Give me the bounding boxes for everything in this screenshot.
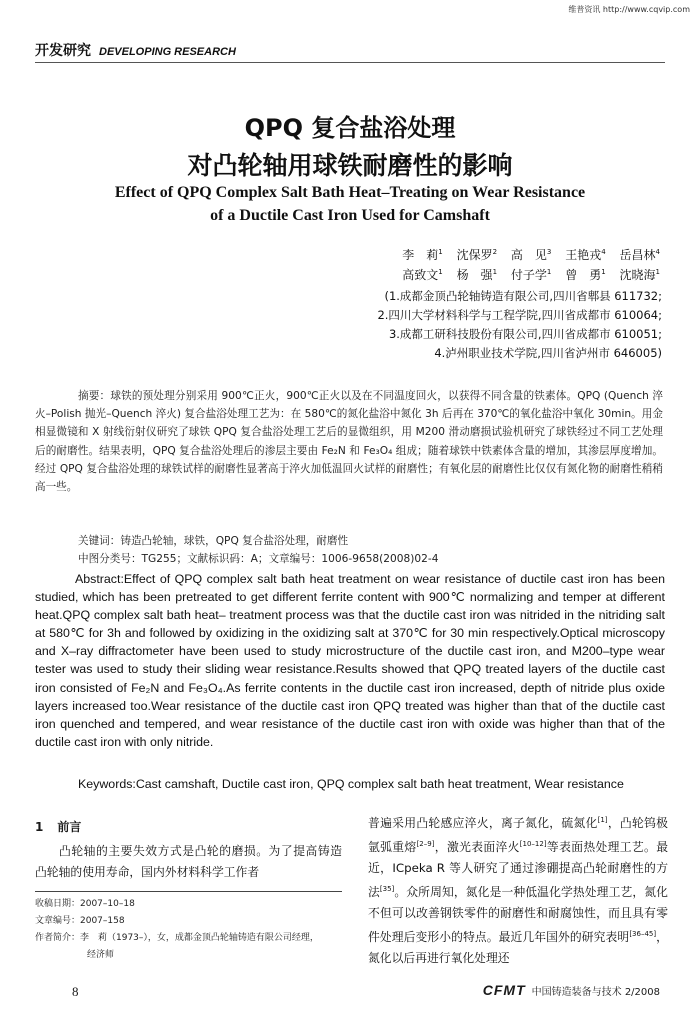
- footnotes: [35, 896, 342, 964]
- title-cn-line1: QPQ 复合盐浴处理: [244, 114, 456, 142]
- author-bio-cont: 经济师: [87, 950, 115, 960]
- keywords-cn: 关键词：铸造凸轮轴，球铁，QPQ 复合盐浴处理，耐磨性: [78, 535, 349, 547]
- author: 曾 勇$^1$: [565, 268, 606, 282]
- author: 沈保罗$^2$: [456, 248, 498, 262]
- journal-name: 中国铸造装备与技术 2/2008: [531, 986, 660, 998]
- affiliation: 2.四川大学材料科学与工程学院,四川省成都市 610064;: [377, 308, 662, 322]
- watermark: 维普资讯 http://www.cqvip.com: [568, 5, 690, 14]
- title-cn-line2: 对凸轮轴用球铁耐磨性的影响: [187, 151, 513, 180]
- author: 高致文$^1$: [402, 268, 443, 282]
- citation: [35]: [379, 884, 395, 893]
- citation: [2–9]: [416, 839, 435, 848]
- body-left-column: 凸轮轴的主要失效方式是凸轮的磨损。为了提高铸造凸轮轴的使用寿命，国内外材料科学工作者: [35, 844, 342, 879]
- citation: [1]: [597, 816, 608, 824]
- abstract-cn-text: 球铁的预处理分别采用 900℃正火，900℃正火以及在不同温度回火，以获得不同含量的铁素体。QPQ (Quench 淬火–Polish 抛光–Quench 淬火) 复合盐浴处理工艺为：在 580℃的氮化盐浴中氮化 3h 后再在 370℃的氧化盐浴中氧化 30min。用金相显微镜和 X 射线衍射仪研究了球铁 QPQ 复合盐浴处理工艺后的显微组织，用 M200 滑动磨损试验机研究了球铁经过不同工艺处理后的耐磨性。结果表明，QPQ 复合盐浴处理后的渗层主要由 Fe₂N 和 Fe₃O₄ 组成；随着球铁中铁素体含量的增加，其渗层厚度增加。经过 QPQ 复合盐浴处理的球铁试样的耐磨性显著高于淬火加低温回火试样的耐磨性；有氧化层的耐磨性比仅仅有氮化物的耐磨性稍稍高一些。: [35, 390, 663, 494]
- section-heading: [35, 818, 342, 835]
- header-rule: [35, 62, 665, 63]
- author: 高 见$^3$: [510, 248, 552, 262]
- affiliation: (1.成都金顶凸轮轴铸造有限公司,四川省郫县 611732;: [384, 289, 662, 303]
- authors-row2: [392, 266, 660, 283]
- received-date: 收稿日期：2007–10–18: [35, 899, 135, 909]
- abstract-cn: [35, 387, 663, 496]
- affiliation: 3.成都工研科技股份有限公司,四川省成都市 610051;: [388, 327, 662, 341]
- author: 李 莉$^1$: [402, 248, 443, 262]
- journal-footer: [483, 982, 660, 998]
- author-bio: 作者简介：李 莉（1973–），女，成都金顶凸轮轴铸造有限公司经理，: [35, 933, 319, 943]
- author: 杨 强$^1$: [456, 268, 498, 282]
- body-right-column: 普遍采用凸轮感应淬火，离子氮化，硫氮化[1]，凸轮钨极氩弧重熔[2–9]，激光表面淬火[10–12]等表面热处理工艺。最近，ICpeka R 等人研究了通过渗硼提高凸轮耐磨性的方法[35]。众所周知，氮化是一种低温化学热处理工艺，氮化不但可以改善钢铁零件的耐磨性和耐腐蚀性，而且具有零件处理后变形小的特点。最近几年国外的研究表明[36–45]，氮化以后再进行氧化处理还: [368, 815, 668, 965]
- section-header: [35, 40, 236, 60]
- section-title-cn: 开发研究: [35, 43, 91, 59]
- section-title: 前言: [57, 820, 82, 834]
- title-en-line1: Effect of QPQ Complex Salt Bath Heat–Treating on Wear Resistance: [114, 184, 586, 201]
- keywords-en: Keywords:Cast camshaft, Ductile cast iron, QPQ complex salt bath heat treatment, Wear resistance: [78, 777, 624, 791]
- authors-row1: [392, 246, 660, 263]
- author: 王艳戎$^4$: [565, 248, 606, 262]
- classification-cn: 中图分类号：TG255；文献标识码：A；文章编号：1006-9658(2008)02-4: [78, 553, 439, 565]
- title-en-line2: of a Ductile Cast Iron Used for Camshaft: [210, 207, 490, 224]
- abstract-cn-label: 摘要：: [78, 390, 111, 402]
- citation: [10–12]: [519, 839, 547, 848]
- citation: [36–45]: [629, 929, 657, 938]
- author: 岳昌林$^4$: [619, 248, 660, 262]
- journal-logo: CFMT: [482, 982, 526, 998]
- footnote-rule: [35, 891, 342, 892]
- author: 付子学$^1$: [510, 268, 552, 282]
- author: 沈晓海$^1$: [619, 268, 660, 282]
- page-number: 8: [72, 984, 79, 999]
- affiliation: 4.泸州职业技术学院,四川省泸州市 646005): [434, 346, 662, 360]
- abstract-en: Abstract:Effect of QPQ complex salt bath heat treatment on wear resistance of ductile cast iron has been studied, which has been pretreated to get different ferrite content with 900℃ normalizing and temper at different heat.QPQ complex salt bath heat– treatment process was that the ductile cast iron was nitrided in the nitriding salt at 580℃ for 3h and followed by oxidizing in the oxidizing salt at 370℃ for 30 min respectively.Optical microscopy and X–ray diffractometer have been used to study microstructure of the ductile cast iron, and M200–type wear tester was used to study their sliding wear resistance.Results showed that QPQ treated layers of the ductile cast iron consisted of Fe₂N and Fe₃O₄.As ferrite contents in the ductile cast iron increased, depth of nitride plus oxide layers increased too.Wear resistance of the ductile cast iron QPQ treated was higher than that of the ductile cast iron quenched and tempered, and wear resistance of the ductile cast iron with oxide was higher than that of the ductile cast iron with only nitride.: [35, 572, 665, 749]
- article-number: 文章编号：2007–158: [35, 916, 125, 926]
- section-title-en: DEVELOPING RESEARCH: [99, 46, 236, 58]
- section-number: 1: [35, 820, 44, 834]
